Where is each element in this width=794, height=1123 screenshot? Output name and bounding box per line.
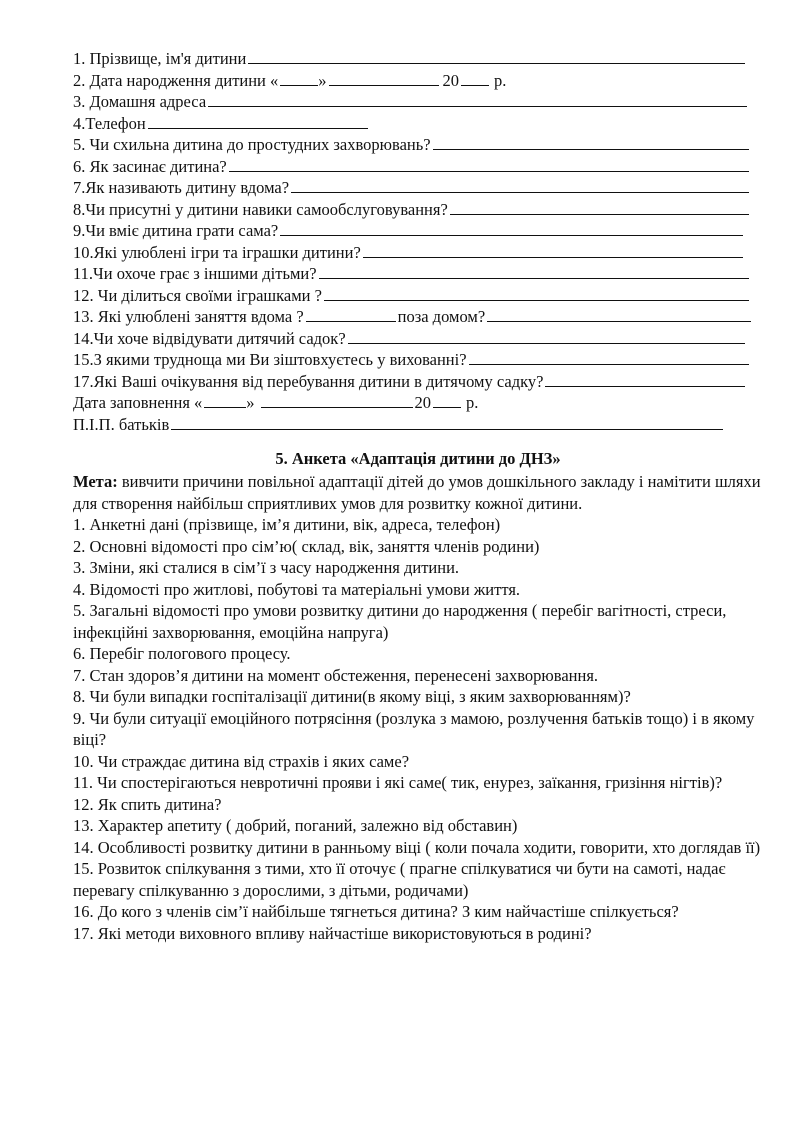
form-question-15 <box>73 349 749 371</box>
answer-blank[interactable] <box>450 200 749 215</box>
list-item: 3. Зміни, які сталися в сім’ї з часу народження дитини. <box>73 558 460 577</box>
answer-blank[interactable] <box>433 135 749 150</box>
list-item: 4. Відомості про житлові, побутові та матеріальні умови життя. <box>73 579 521 599</box>
section-title: 5. Анкета «Адаптація дитини до ДНЗ» <box>275 449 561 468</box>
form-parents-name <box>73 414 723 436</box>
question-label: 3. Домашня адреса <box>73 92 207 111</box>
answer-blank[interactable] <box>545 372 745 387</box>
list-item: 1. Анкетні дані (прізвище, ім’я дитини, вік, адреса, телефон) <box>73 515 501 534</box>
date-label: Дата заповнення « <box>73 393 203 412</box>
quote-close: » <box>246 393 255 412</box>
answer-blank[interactable] <box>469 350 749 365</box>
form-question-7 <box>73 177 749 199</box>
day-blank[interactable] <box>280 71 318 86</box>
list-item: 17. Які методи виховного впливу найчастіше використовуються в родині? <box>73 923 592 943</box>
answer-blank[interactable] <box>280 221 743 236</box>
form-question-6 <box>73 156 749 178</box>
list-item: 12. Як спить дитина? <box>73 794 222 814</box>
list-item: 15. Розвиток спілкування з тими, хто її оточує ( прагне спілкуватися чи бути на самоті, надає перевагу спілкуванню з дорослими, з дітьми, родичами) <box>73 859 726 900</box>
goal-text: вивчити причини повільної адаптації дітей до умов дошкільного закладу і намітити шляхи для створення найбільш сприятливих умов для розвитку кожної дитини. <box>73 472 761 513</box>
year-prefix: 20 <box>414 393 432 412</box>
question-label: 4.Телефон <box>73 113 146 133</box>
question-label: 5. Чи схильна дитина до простудних захворювань? <box>73 135 431 154</box>
form-question-17 <box>73 371 745 393</box>
survey-items-list <box>73 514 763 944</box>
answer-blank[interactable] <box>348 329 745 344</box>
form-question-11 <box>73 263 749 285</box>
list-item: 10. Чи страждає дитина від страхів і яких саме? <box>73 751 410 771</box>
quote-close: » <box>318 70 327 90</box>
form-question-12 <box>73 285 749 307</box>
year-suffix: р. <box>494 70 507 90</box>
answer-blank[interactable] <box>171 415 723 430</box>
form-question-14 <box>73 328 745 350</box>
question-label: 6. Як засинає дитина? <box>73 156 227 176</box>
question-label: 14.Чи хоче відвідувати дитячий садок? <box>73 328 346 348</box>
question-label: 8.Чи присутні у дитини навики самообслуговування? <box>73 199 448 219</box>
form-question-2 <box>73 70 763 92</box>
year-blank[interactable] <box>461 71 489 86</box>
document-page <box>73 48 763 944</box>
year-suffix: р. <box>466 393 479 412</box>
question-label: 10.Які улюблені ігри та іграшки дитини? <box>73 242 361 262</box>
list-item: 16. До кого з членів сім’ї найбільше тягнеться дитина? З ким найчастіше спілкується? <box>73 902 679 921</box>
goal-paragraph <box>73 471 763 514</box>
parents-label: П.І.П. батьків <box>73 414 170 434</box>
question-label: 9.Чи вміє дитина грати сама? <box>73 221 279 240</box>
form-question-5 <box>73 134 749 156</box>
question-label: 2. Дата народження дитини « <box>73 70 279 90</box>
month-blank[interactable] <box>261 393 413 408</box>
answer-blank[interactable] <box>248 49 745 64</box>
answer-blank[interactable] <box>229 157 749 172</box>
list-item: 8. Чи були випадки госпіталізації дитини(в якому віці, з яким захворюванням)? <box>73 687 631 706</box>
month-blank[interactable] <box>329 71 439 86</box>
form-question-8 <box>73 199 749 221</box>
form-question-9 <box>73 220 743 242</box>
list-item: 14. Особливості розвитку дитини в ранньому віці ( коли почала ходити, говорити, хто доглядав її) <box>73 837 761 857</box>
answer-blank[interactable] <box>363 243 743 258</box>
answer-blank[interactable] <box>291 178 749 193</box>
question-label: 15.З якими трудноща ми Ви зіштовхуєтесь у вихованні? <box>73 350 467 369</box>
question-label: 17.Які Ваші очікування від перебування дитини в дитячому садку? <box>73 371 544 391</box>
form-question-13 <box>73 306 751 328</box>
question-label: 13. Які улюблені заняття вдома ? <box>73 307 304 326</box>
form-question-3 <box>73 91 747 113</box>
answer-blank[interactable] <box>208 92 747 107</box>
day-blank[interactable] <box>204 393 246 408</box>
form-question-1 <box>73 48 745 70</box>
home-activity-blank[interactable] <box>306 307 396 322</box>
question-label: 1. Прізвище, ім'я дитини <box>73 49 247 68</box>
outside-activity-blank[interactable] <box>487 307 751 322</box>
question-label: 12. Чи ділиться своїми іграшками ? <box>73 285 322 305</box>
question-label: 11.Чи охоче грає з іншими дітьми? <box>73 264 317 283</box>
answer-blank[interactable] <box>324 286 749 301</box>
answer-blank[interactable] <box>319 264 749 279</box>
answer-blank[interactable] <box>148 114 368 129</box>
list-item: 11. Чи спостерігаються невротичні прояви і які саме( тик, енурез, заїкання, гризіння нігтів)? <box>73 773 723 792</box>
list-item: 7. Стан здоров’я дитини на момент обстеження, перенесені захворювання. <box>73 665 599 685</box>
list-item: 13. Характер апетиту ( добрий, поганий, залежно від обставин) <box>73 816 518 835</box>
form-fill-date <box>73 392 763 414</box>
list-item: 5. Загальні відомості про умови розвитку дитини до народження ( перебіг вагітності, стреси, інфекційні захворювання, емоційна напруга) <box>73 601 727 642</box>
form-question-4 <box>73 113 763 135</box>
year-prefix: 20 <box>442 70 460 90</box>
list-item: 9. Чи були ситуації емоційного потрясіння (розлука з мамою, розлучення батьків тощо) і в якому віці? <box>73 708 755 749</box>
outside-label: поза домом? <box>397 307 486 326</box>
list-item: 6. Перебіг пологового процесу. <box>73 644 291 663</box>
question-label: 7.Як називають дитину вдома? <box>73 178 290 197</box>
form-question-10 <box>73 242 743 264</box>
goal-label: Мета: <box>73 472 118 491</box>
year-blank[interactable] <box>433 393 461 408</box>
list-item: 2. Основні відомості про сім’ю( склад, вік, заняття членів родини) <box>73 536 540 556</box>
